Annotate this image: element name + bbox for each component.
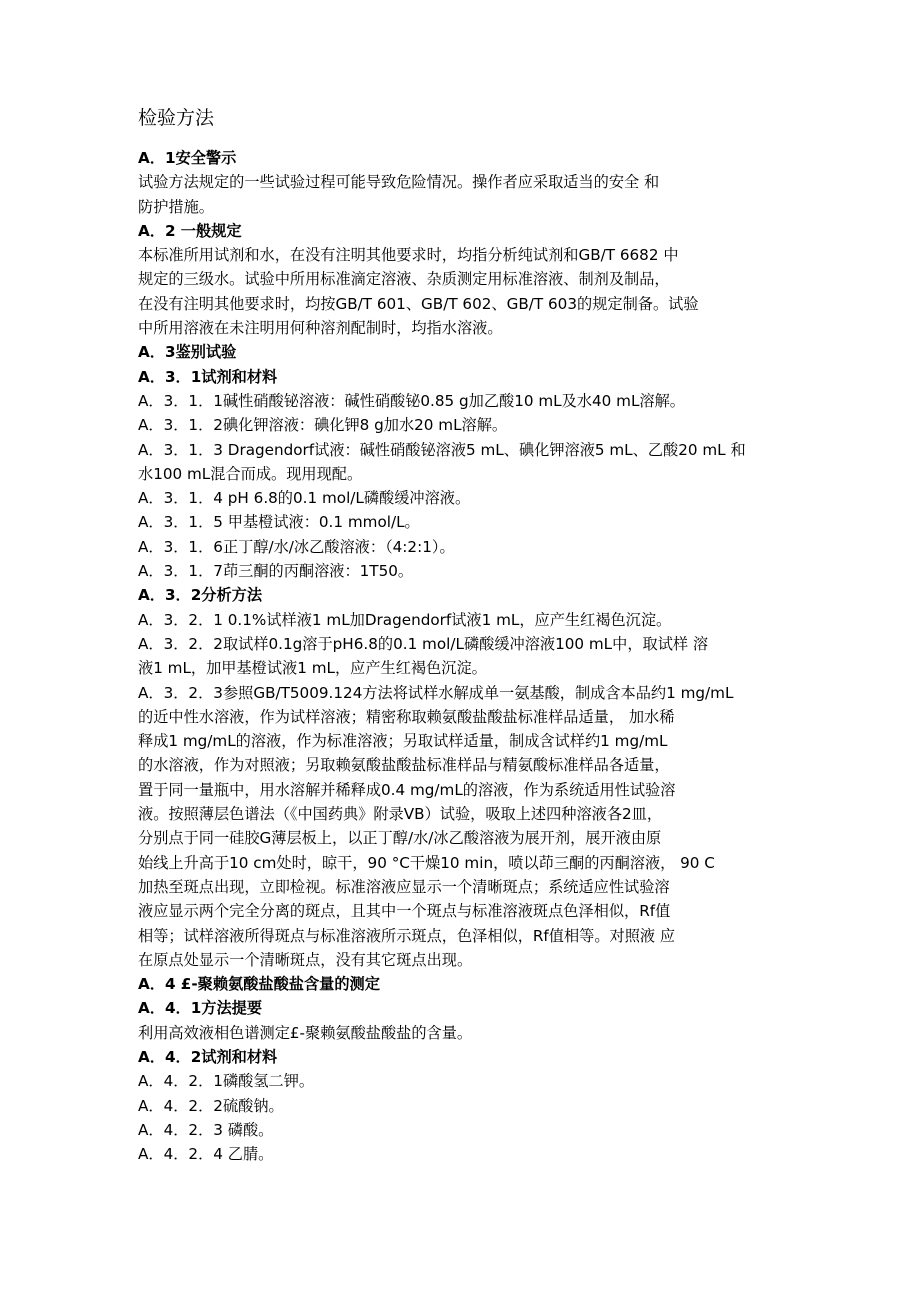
body-text-line: 本标准所用试剂和水，在没有注明其他要求时，均指分析纯试剂和GB/T 6682 中	[138, 246, 679, 265]
body-text-line: A．3．1．7茚三酮的丙酮溶液：1T50。	[138, 562, 414, 581]
section-heading: A．4．1方法提要	[138, 999, 263, 1018]
body-text-line: A．4．2．1磷酸氢二钾。	[138, 1072, 315, 1091]
body-text-line: 防护措施。	[138, 197, 214, 216]
body-text-line: A．3．2．2取试样0.1g溶于pH6.8的0.1 mol/L磷酸缓冲溶液100 mL中，取试样 溶	[138, 634, 709, 653]
body-text-line: 试验方法规定的一些试验过程可能导致危险情况。操作者应采取适当的安全 和	[138, 173, 660, 192]
body-text-line: A．4．2．4 乙腈。	[138, 1145, 274, 1164]
body-text-line: A．4．2．2硫酸钠。	[138, 1096, 284, 1115]
body-text-line: 释成1 mg/mL的溶液，作为标准溶液；另取试样适量，制成含试样约1 mg/mL	[138, 732, 668, 751]
body-text-line: 分别点于同一硅胶G薄层板上，以正丁醇/水/冰乙酸溶液为展开剂，展开液由原	[138, 829, 662, 848]
section-heading: A．3．2分析方法	[138, 586, 263, 605]
body-text-line: 液1 mL，加甲基橙试液1 mL，应产生红褐色沉淀。	[138, 659, 487, 678]
body-text-line: 的近中性水溶液，作为试样溶液；精密称取赖氨酸盐酸盐标准样品适量， 加水稀	[138, 707, 675, 726]
body-text-line: A．3．2．1 0.1%试样液1 mL加Dragendorf试液1 mL，应产生红褐色沉淀。	[138, 610, 672, 629]
body-text-line: A．3．1．2碘化钾溶液：碘化钾8 g加水20 mL溶解。	[138, 416, 508, 435]
body-text-line: 水100 mL混合而成。现用现配。	[138, 464, 363, 483]
body-text-line: 利用高效液相色谱测定£-聚赖氨酸盐酸盐的含量。	[138, 1023, 473, 1042]
body-text-line: A．4．2．3 磷酸。	[138, 1120, 274, 1139]
body-text-line: A．3．2．3参照GB/T5009.124方法将试样水解成单一氨基酸，制成含本品约1 mg/mL	[138, 683, 734, 702]
body-text-line: A．3．1．3 Dragendorf试液：碱性硝酸铋溶液5 mL、碘化钾溶液5 mL、乙酸20 mL 和	[138, 440, 746, 459]
body-text-line: 置于同一量瓶中，用水溶解并稀释成0.4 mg/mL的溶液，作为系统适用性试验溶	[138, 780, 676, 799]
document-title: 检验方法	[138, 107, 215, 129]
body-text-line: 中所用溶液在未注明用何种溶剂配制时，均指水溶液。	[138, 319, 503, 338]
body-text-line: 始线上升高于10 cm处时，晾干，90 °C干燥10 min，喷以茚三酮的丙酮溶液， 90 C	[138, 853, 715, 872]
section-heading: A．3．1试剂和材料	[138, 367, 278, 386]
body-text-line: 在没有注明其他要求时，均按GB/T 601、GB/T 602、GB/T 603的规定制备。试验	[138, 294, 699, 313]
body-text-line: A．3．1．4 pH 6.8的0.1 mol/L磷酸缓冲溶液。	[138, 489, 471, 508]
body-text-line: A．3．1．5 甲基橙试液：0.1 mmol/L。	[138, 513, 420, 532]
section-heading: A．1安全警示	[138, 149, 237, 167]
body-text-line: 相等；试样溶液所得斑点与标准溶液所示斑点，色泽相似，Rf值相等。对照液 应	[138, 926, 676, 945]
body-text-line: 液应显示两个完全分离的斑点，且其中一个斑点与标准溶液斑点色泽相似，Rf值	[138, 902, 671, 921]
section-heading: A．2 一般规定	[138, 221, 242, 240]
body-text-line: 规定的三级水。试验中所用标准滴定溶液、杂质测定用标准溶液、制剂及制品，	[138, 270, 670, 289]
body-text-line: 液。按照薄层色谱法（《中国药典》附录VB）试验，吸取上述四种溶液各2皿，	[138, 805, 663, 824]
body-text-line: 加热至斑点出现，立即检视。标准溶液应显示一个清晰斑点；系统适应性试验溶	[138, 877, 670, 896]
document-body	[138, 146, 798, 1166]
section-heading: A．4 £-聚赖氨酸盐酸盐含量的测定	[138, 975, 380, 994]
body-text-line: A．3．1．1碱性硝酸铋溶液：碱性硝酸铋0.85 g加乙酸10 mL及水40 mL溶解。	[138, 391, 685, 410]
section-heading: A．4．2试剂和材料	[138, 1047, 278, 1066]
section-heading: A．3鉴别试验	[138, 343, 237, 362]
body-text-line: 的水溶液，作为对照液；另取赖氨酸盐酸盐标准样品与精氨酸标准样品各适量，	[138, 756, 670, 775]
body-text-line: 在原点处显示一个清晰斑点，没有其它斑点出现。	[138, 950, 473, 969]
body-text-line: A．3．1．6正丁醇/水/冰乙酸溶液：（4:2:1）。	[138, 537, 455, 556]
